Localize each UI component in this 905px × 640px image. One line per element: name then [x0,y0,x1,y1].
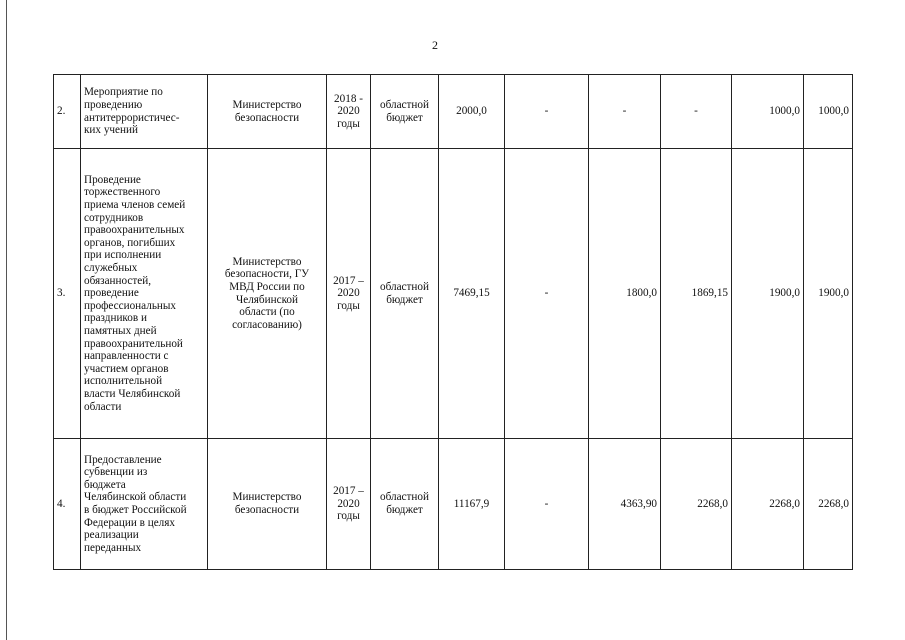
executor: Министерство безопасности [208,75,327,149]
amount-year-2: 4363,90 [589,439,661,570]
amount-year-5: 1000,0 [804,75,853,149]
table-row [54,149,853,439]
funding-source: областной бюджет [371,439,439,570]
amount-year-4: 1000,0 [732,75,804,149]
amount-year-2: - [589,75,661,149]
amount-year-1: - [505,75,589,149]
period: 2018 - 2020 годы [327,75,371,149]
row-number: 2. [54,75,81,149]
amount-year-4: 1900,0 [732,149,804,439]
row-number: 4. [54,439,81,570]
activity-name: Мероприятие по проведению антитеррористичес- ких учений [81,75,208,149]
total-amount: 11167,9 [439,439,505,570]
activity-name: Проведение торжественного приема членов семей сотрудников правоохранительных органов, погибших при исполнении служебных обязанностей, проведение профессиональных праздников и памятных дней правоохранительной направленности с участием органов исполнительной власти Челябинской области [81,149,208,439]
total-amount: 7469,15 [439,149,505,439]
left-margin-line [6,0,7,640]
amount-year-3: 2268,0 [661,439,732,570]
row-number: 3. [54,149,81,439]
period: 2017 – 2020 годы [327,439,371,570]
amount-year-1: - [505,439,589,570]
executor: Министерство безопасности [208,439,327,570]
amount-year-1: - [505,149,589,439]
table-row [54,75,853,149]
table-row [54,439,853,570]
total-amount: 2000,0 [439,75,505,149]
amount-year-3: - [661,75,732,149]
funding-source: областной бюджет [371,149,439,439]
amount-year-5: 1900,0 [804,149,853,439]
period: 2017 – 2020 годы [327,149,371,439]
executor: Министерство безопасности, ГУ МВД России по Челябинской области (по согласованию) [208,149,327,439]
amount-year-2: 1800,0 [589,149,661,439]
page-number: 2 [432,38,438,52]
activity-name: Предоставление субвенции из бюджета Челябинской области в бюджет Российской Федерации в целях реализации переданных [81,439,208,570]
program-activities-table [53,74,853,570]
amount-year-3: 1869,15 [661,149,732,439]
funding-source: областной бюджет [371,75,439,149]
amount-year-5: 2268,0 [804,439,853,570]
amount-year-4: 2268,0 [732,439,804,570]
